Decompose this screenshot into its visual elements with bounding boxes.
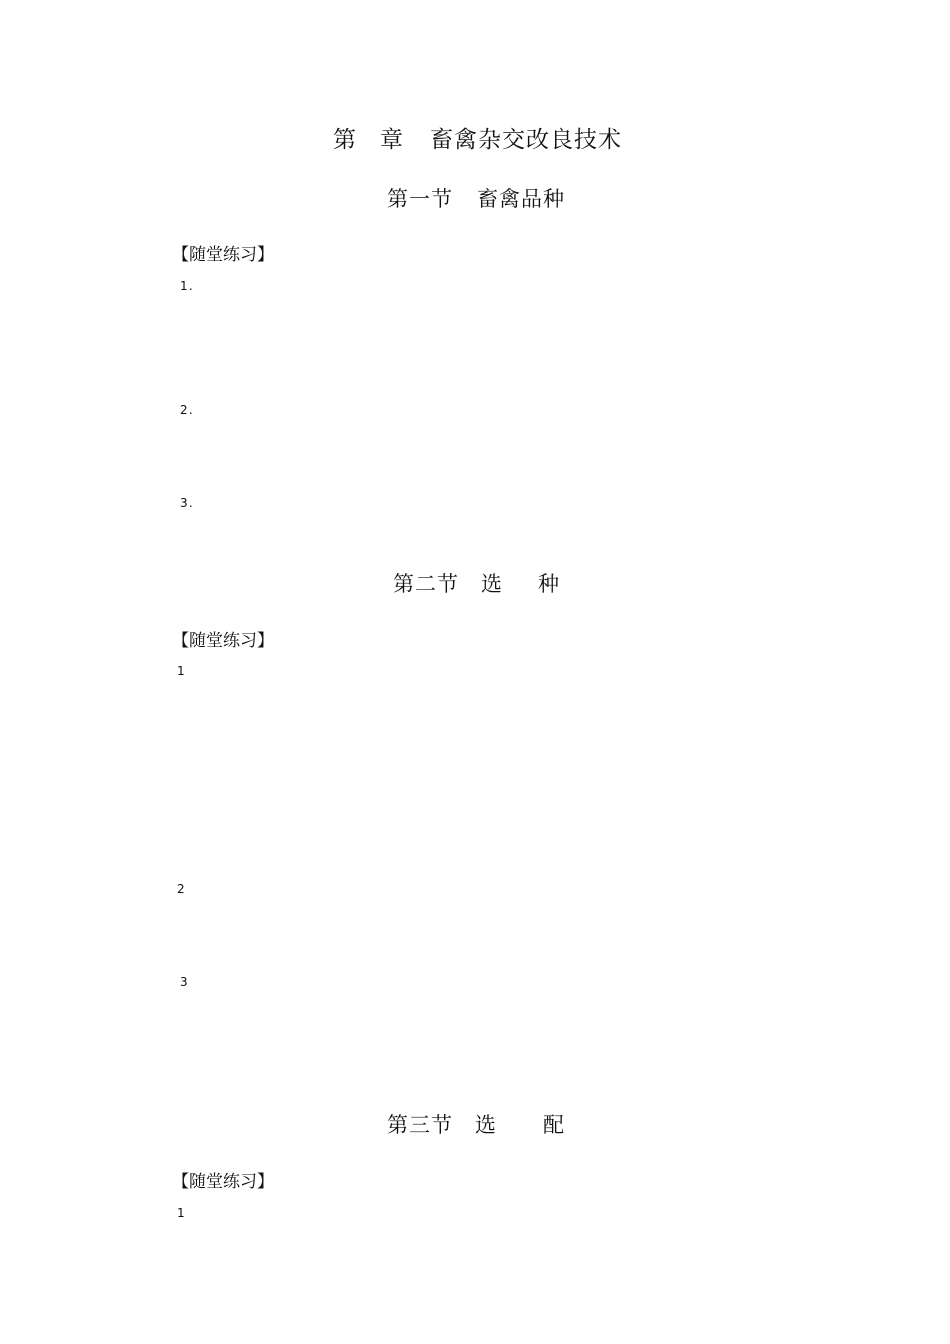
section-2-practice-label: 【随堂练习】	[172, 631, 274, 651]
section-1-name: 畜禽品种	[477, 187, 565, 211]
section-3-number: 第三节	[387, 1113, 453, 1137]
section-3-name-char-1: 选	[475, 1113, 497, 1137]
section-2-line-2: 2	[177, 882, 186, 896]
section-3-line-1: 1	[177, 1206, 186, 1220]
section-2-name-char-1: 选	[481, 572, 503, 596]
section-3-practice-label: 【随堂练习】	[172, 1172, 274, 1192]
section-2-name-char-2: 种	[538, 572, 560, 596]
section-3-name-char-2: 配	[543, 1113, 565, 1137]
chapter-title-part-1: 第	[333, 127, 357, 153]
chapter-title-part-3: 畜禽杂交改良技术	[430, 127, 622, 153]
section-2-line-1: 1	[177, 664, 186, 678]
section-2-line-3: 3	[180, 975, 189, 989]
section-2-number: 第二节	[393, 572, 459, 596]
section-1-number: 第一节	[387, 187, 453, 211]
section-1-line-1: 1.	[180, 279, 194, 293]
section-1-line-12: 3.	[180, 496, 194, 510]
section-1-practice-label: 【随堂练习】	[172, 245, 274, 265]
chapter-title-part-2: 章	[380, 127, 404, 153]
section-1-line-9: 2.	[180, 403, 194, 417]
